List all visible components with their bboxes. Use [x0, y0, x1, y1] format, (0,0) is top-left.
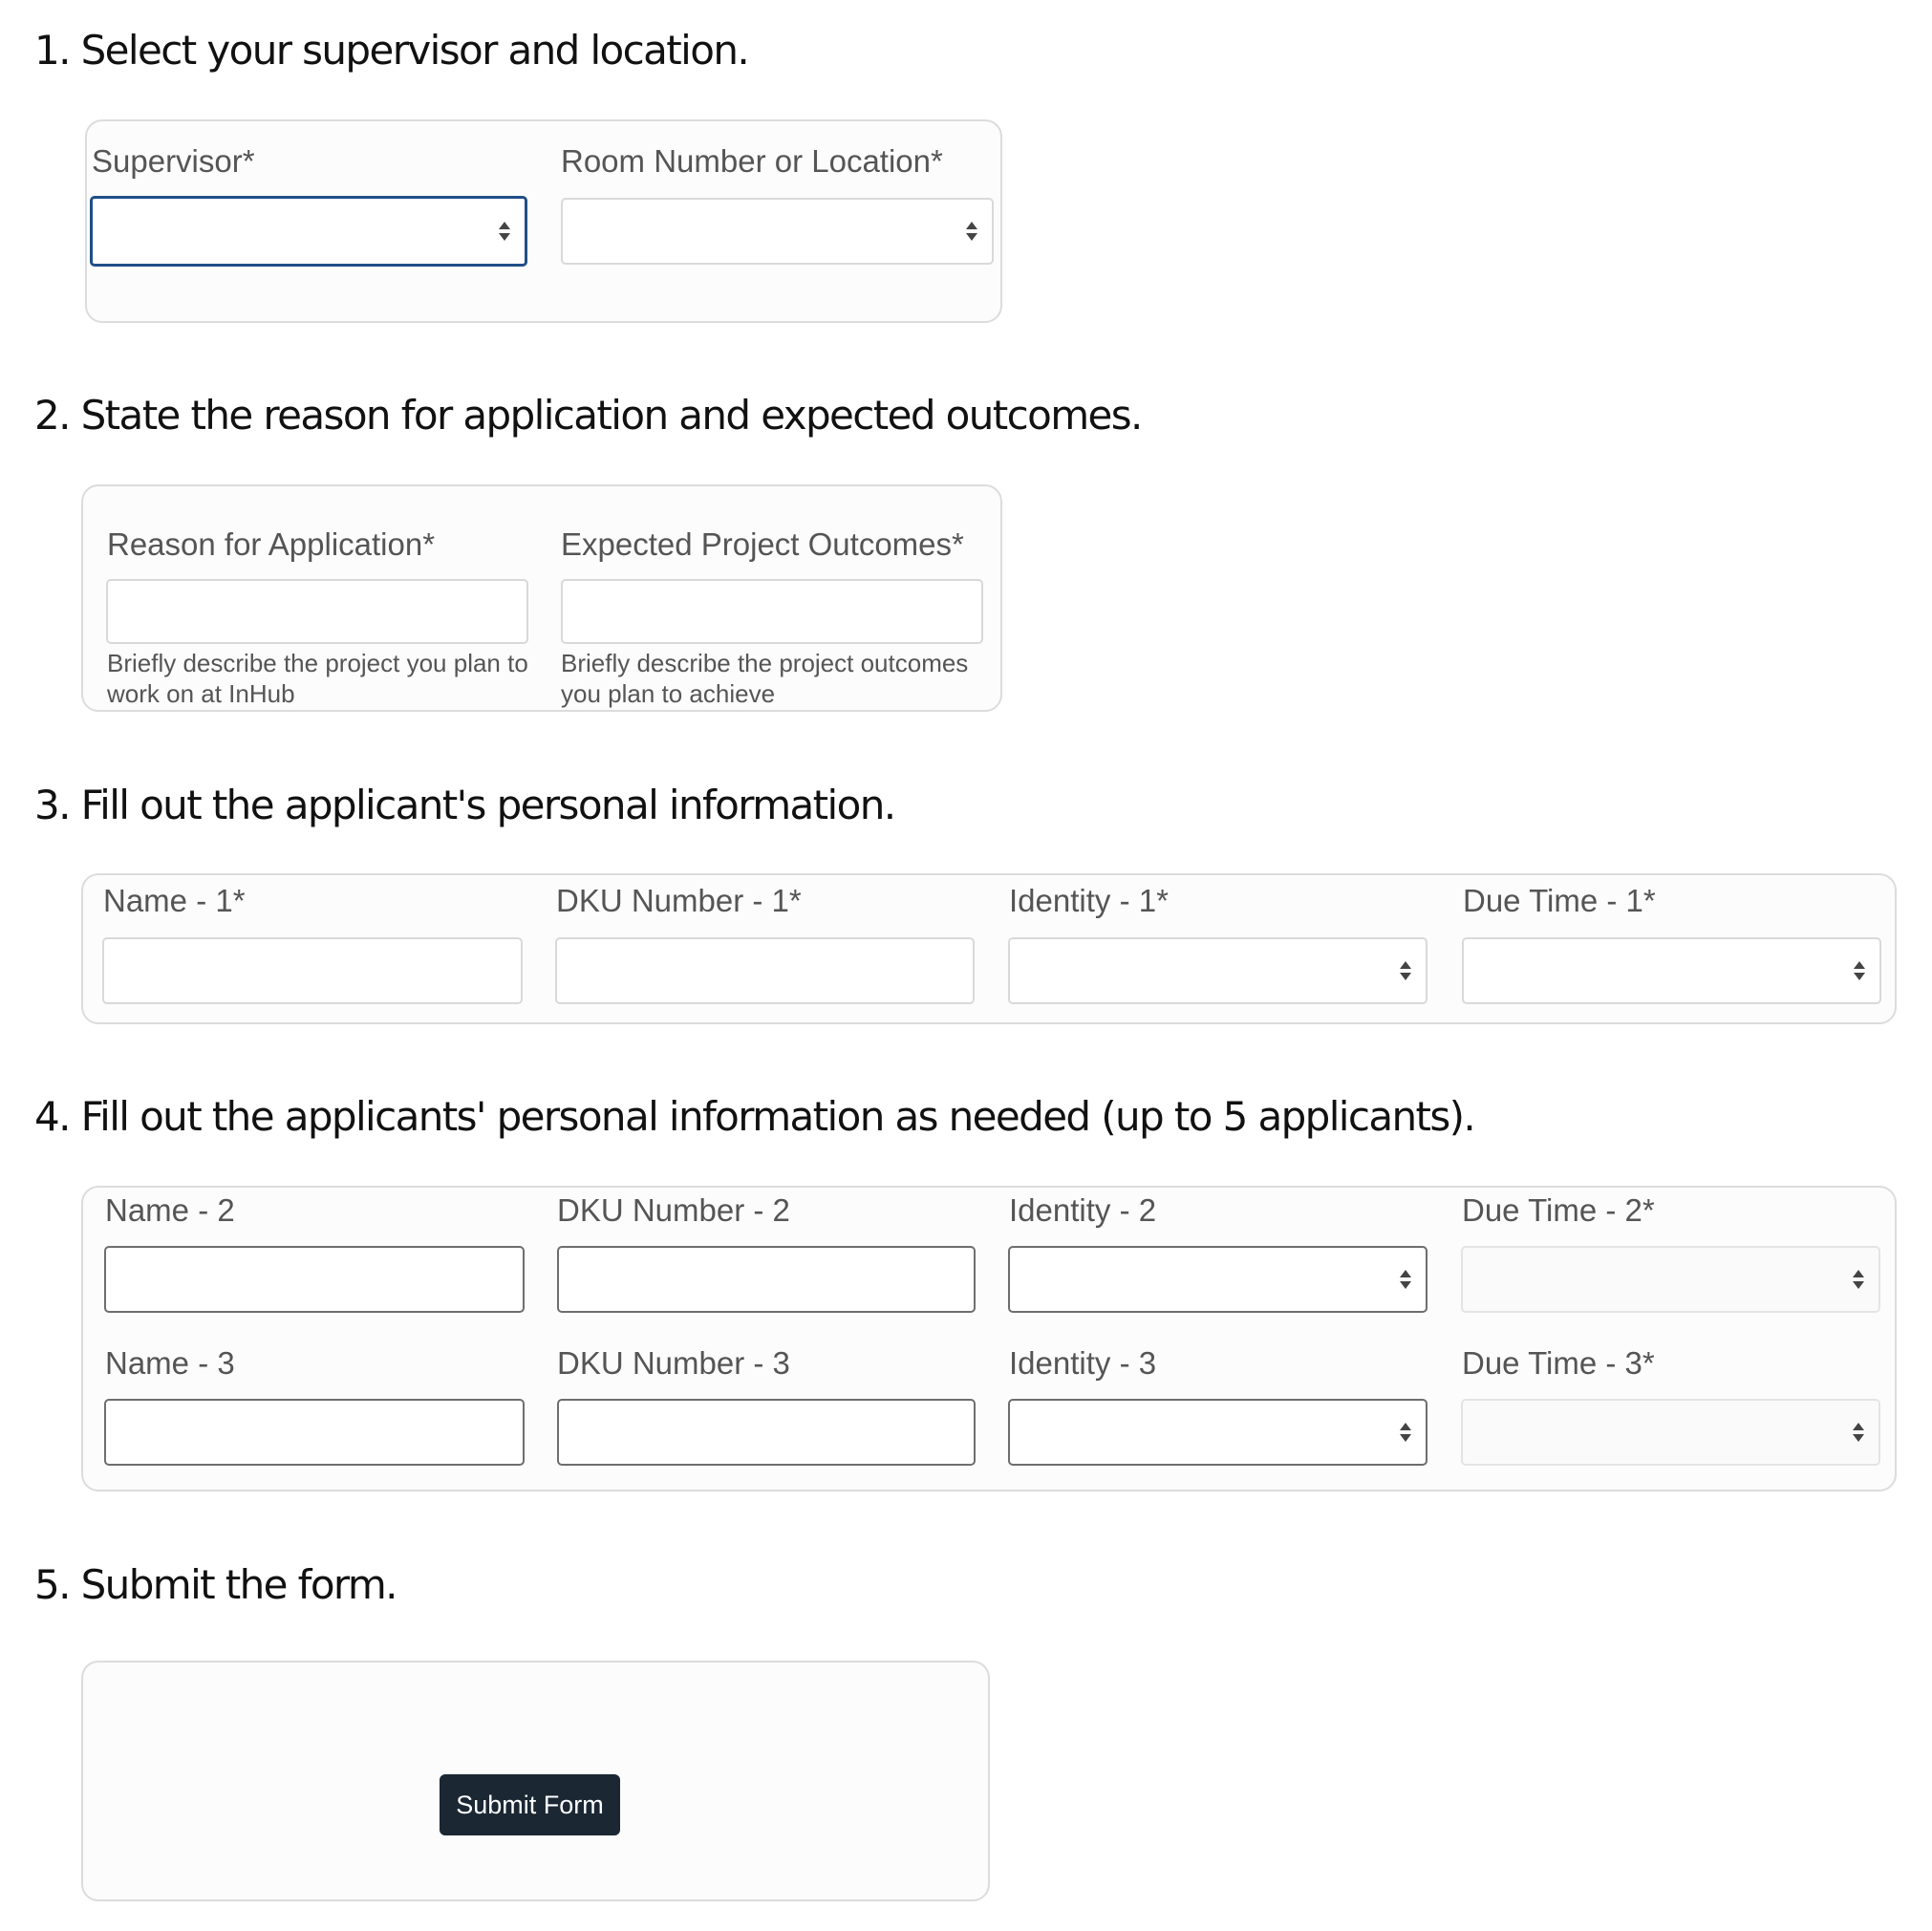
- location-label: Room Number or Location*: [561, 143, 943, 179]
- due-time-2-label: Due Time - 2*: [1462, 1192, 1655, 1228]
- reason-label: Reason for Application*: [107, 526, 436, 562]
- name-2-input[interactable]: [104, 1246, 525, 1313]
- submit-form-button[interactable]: Submit Form: [440, 1774, 620, 1835]
- dku-number-3-label: DKU Number - 3: [557, 1345, 790, 1381]
- step-4-heading: 4. Fill out the applicants' personal information as needed (up to 5 applicants).: [34, 1093, 1475, 1140]
- step-3-heading: 3. Fill out the applicant's personal information.: [34, 782, 895, 828]
- name-1-label: Name - 1*: [103, 883, 246, 918]
- name-3-input[interactable]: [104, 1399, 525, 1466]
- dku-number-2-label: DKU Number - 2: [557, 1192, 790, 1228]
- identity-3-label: Identity - 3: [1009, 1345, 1157, 1381]
- dku-number-1-input[interactable]: [555, 937, 975, 1004]
- dku-number-1-label: DKU Number - 1*: [556, 883, 802, 918]
- up-down-caret-icon: [1399, 1420, 1412, 1445]
- due-time-3-select[interactable]: [1461, 1399, 1880, 1466]
- identity-1-label: Identity - 1*: [1009, 883, 1169, 918]
- identity-2-select[interactable]: [1008, 1246, 1428, 1313]
- name-2-label: Name - 2: [105, 1192, 235, 1228]
- step-5-heading: 5. Submit the form.: [34, 1561, 397, 1608]
- supervisor-select[interactable]: [90, 196, 527, 267]
- due-time-1-select[interactable]: [1462, 937, 1881, 1004]
- up-down-caret-icon: [1853, 958, 1866, 983]
- outcomes-input[interactable]: [561, 579, 983, 644]
- name-3-label: Name - 3: [105, 1345, 235, 1381]
- identity-2-label: Identity - 2: [1009, 1192, 1157, 1228]
- dku-number-3-input[interactable]: [557, 1399, 976, 1466]
- reason-input[interactable]: [106, 579, 528, 644]
- supervisor-label: Supervisor*: [92, 143, 255, 179]
- name-1-input[interactable]: [102, 937, 523, 1004]
- up-down-caret-icon: [1852, 1420, 1865, 1445]
- up-down-caret-icon: [1399, 958, 1412, 983]
- step-2-heading: 2. State the reason for application and expected outcomes.: [34, 392, 1142, 439]
- outcomes-help-text: Briefly describe the project outcomes you plan to achieve: [561, 649, 969, 708]
- reason-help-text: Briefly describe the project you plan to work on at InHub: [107, 649, 528, 708]
- up-down-caret-icon: [498, 219, 511, 244]
- identity-3-select[interactable]: [1008, 1399, 1428, 1466]
- outcomes-label: Expected Project Outcomes*: [561, 526, 964, 562]
- step-1-heading: 1. Select your supervisor and location.: [34, 27, 749, 74]
- dku-number-2-input[interactable]: [557, 1246, 976, 1313]
- due-time-2-select[interactable]: [1461, 1246, 1880, 1313]
- up-down-caret-icon: [1852, 1267, 1865, 1292]
- up-down-caret-icon: [965, 219, 978, 244]
- identity-1-select[interactable]: [1008, 937, 1428, 1004]
- due-time-1-label: Due Time - 1*: [1463, 883, 1656, 918]
- location-select[interactable]: [561, 198, 994, 265]
- up-down-caret-icon: [1399, 1267, 1412, 1292]
- due-time-3-label: Due Time - 3*: [1462, 1345, 1655, 1381]
